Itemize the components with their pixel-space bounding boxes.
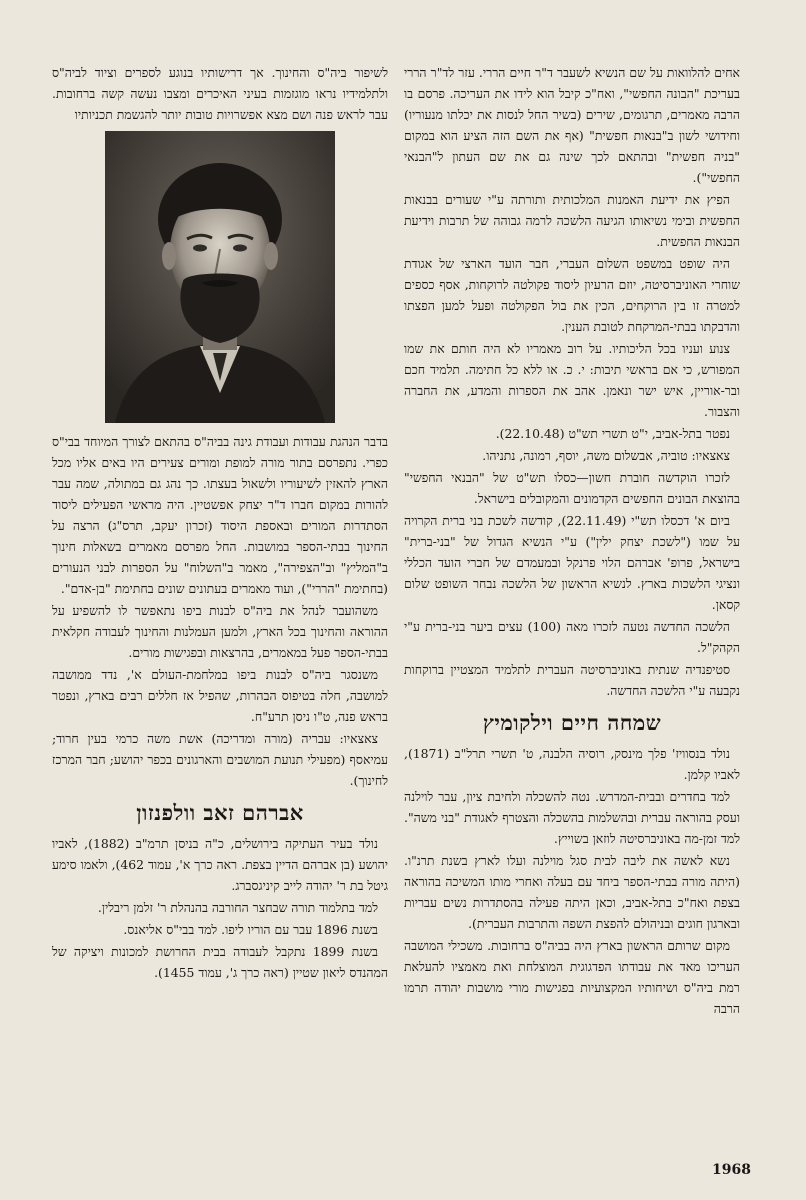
paragraph: לשיפור ביה"ס והחינוך. אך דרישותיו בנוגע לספרים וציוד לביה"ס ולתלמידיו נראו מוגזמות בעיני האיכרים ומצבו נעשה קשה ברחובות. עבר לראש פנה ושם מצא אפשרויות טובות יותר להגשמת תכניותיו [52,65,388,122]
bio-paragraph: למד בתלמוד תורה שבחצר החורבה בהנהלת ר' זלמן ריבלין. [97,900,378,915]
portrait-image [105,131,335,423]
paragraph: אחים להלוואות על שם הנשיא לשעבר ד"ר חיים הררי. עזר לד"ר הררי בעריכת "הבונה החפשי", ואח"כ קיבל הוא לידו את העריכה. פרסם בו הרבה מאמרים, תרגומים, שירים (בשיר החל לנסות את יכלתו מנעוריו) וחידושי לשון ב"בנאות חפשית" (אף את השם הזה הציע הוא במקום "בניה חפשית" ובהתאם לכך שינה גם את שם העתון ל"הבנאי החפשי"). [404,65,740,185]
bio-paragraph: בשנת 1899 נתקבל לעבודה בבית החרושת למכונות ויציקה של המהנדס ליאון שטיין (ראה כרך ג', עמוד 1455). [52,944,388,980]
bio-paragraph: מקום שרותם הראשון בארץ היה בביה"ס ברחובות. משכילי המושבה העריכו מאד את עבודתו הפדגוגית המוצלחת ואת מאמציו להעלאת רמת ביה"ס ושיחותיו המקצועיות בפגישות מורי מושבות יהודה תרמו הרבה [404,938,740,1016]
bio-paragraph: למד בחדרים ובבית-המדרש. נטה להשכלה ולחיבת ציון, עבר לוילנה ועסק בהוראה עברית ובהשלמות בהשכלה והצטרף לאגודת "בני משה". למד זמן-מה באוניברסיטה לוזאן בשוייץ. [404,789,740,846]
portrait-photo [105,131,335,423]
paragraph: לזכרו הוקדשה חוברת חשון—כסלו תש"ט של "הבנאי החפשי" בהוצאת הבונים החפשים הקדמונים והמקובלים בישראל. [404,470,740,506]
paragraph: נפטר בתל-אביב, י"ט תשרי תש"ט (22.10.48). [495,426,730,441]
left-column [52,62,388,984]
paragraph: משנסגר ביה"ס לבנות ביפו במלחמת-העולם א', נדד ממושבה למושבה, חלה בטיפוס הבהרות, שהפיל אז חללים רבים בארץ, ונפטר בראש פנה, ט"ו ניסן תרע"ח. [52,667,388,724]
page-number: 1968 [712,1162,751,1178]
paragraph: סטיפנדיה שנתית באוניברסיטה העברית לתלמיד המצטיין ברוקחות נקבעה ע"י הלשכה החדשה. [404,662,740,698]
bio-paragraph: נשא לאשה את ליבה לבית סגל מוילנה ועלו לארץ בשנת תרנ"ו. (היתה מורה בבתי-הספר ביחד עם בעלה ואחרי מותו המשיכה בהוראה בצפת ואח"כ בתל-אביב, וכאן היתה פעילה בהסתדרות נשים עבריות ובארגון חוגים ובניהולם להפצת השפה והתרבות העברית). [404,853,740,931]
paragraph: צאצאיו: עבריה (מורה ומדריכה) אשת משה כרמי בעין חרוד; עמיאסף (מפעילי תנועת המושבים והארגונים בכפר יהושע; חבר המרכז לחינוך). [52,731,388,788]
bio-paragraph: נולד בעיר העתיקה בירושלים, כ"ה בניסן תרמ"ב (1882), לאביו יהושע (בן אברהם הדיין בצפת. ראה כרך א', עמוד 462), ולאמו סימע גיטל בת ר' יהודה לייב קיניגסברג. [52,836,388,893]
paragraph: היה שופט במשפט השלום העברי, חבר הועד הארצי של אגודת שוחרי האוניברסיטה, יוזם הרעיון ליסוד פקולטה לרוקחות, אסף כספים למטרה זו בין הרוקחים, הכין את בול הפקולטה ופעל למען הפצתו והדבקתו בבתי-המרקחת לטובת הענין. [404,256,740,334]
paragraph: משהועבר לנהל את ביה"ס לבנות ביפו נתאפשר לו להשפיע על ההוראה והחינוך בכל הארץ, ולמען העמלנות והחינוך לעבודה חקלאית בבתי-הספר פעל במאמרים, בהרצאות ובפגישות מורים. [52,603,388,660]
section-heading: אברהם זאב וולפנזון [136,800,304,825]
paragraph: צנוע ועניו בכל הליכותיו. על רוב מאמריו לא היה חותם את שמו המפורש, כי אם בראשי תיבות: י. כ. או ללא כל חתימה. תלמיד חכם ובר-אוריין, איש ישר ונאמן. אהב את הספרות והמדע, את החברה והצבור. [404,341,740,419]
paragraph: בדבר הנהגת עבודות ועבודת גינה בביה"ס בהתאם לצורך המיוחד בבי"ס כפרי. נתפרסם בתור מורה למופת ומורים צעירים היו באים אליו מכל הארץ להאזין לשיעוריו ולשאול בעצתו. כך נהג גם במתולה, שמה עבר להורות במקום חברו ד"ר יצחק אפשטיין. היה מראשי הפעילים ליסוד הסתדרות המורים ובאספת היסוד (זכרון יעקב, תרס"ג) הרצה על החינוך בבתי-הספר במושבות. החל מפרסם מאמרים בשאלות חינוך ב"המליץ" וב"הצפירה", מאמר ב"השלוח" על הספרות לבני הנעורים (בחתימת "הררי"), ועוד מאמרים בעתונים שונים בחתימת "בן-אדם". [52,434,388,596]
paragraph: הפיץ את ידיעת האמנות המלכותית ותורתה ע"י שעורים בבנאות החפשית ובימי נשיאותו הגיעה הלשכה לרמה גבוהה של תרבות וידיעת הבנאות החפשית. [404,192,740,249]
right-column [404,62,740,1020]
bio-paragraph: בשנת 1896 עבר עם הוריו ליפו. למד בבי"ס אליאנס. [123,922,378,937]
bio-paragraph: נולד בנסוויז' פלך מינסק, רוסיה הלבנה, ט' תשרי תרל"ב (1871), לאביו קלמן. [404,746,740,782]
section-heading: שמחה חיים וילקומיץ [482,710,662,735]
paragraph: הלשכה החדשה נטעה לזכרו מאה (100) עצים ביער בני-ברית ע"י הקהק"ל. [404,619,740,655]
paragraph: ביום א' דכסלו תש"י (22.11.49), קודשה לשכת בני ברית הקרויה על שמו ("לשכת יצחק ילין") ע"י הנשיא הגדול של "בני-ברית" בישראל, פרופ' אברהם הלוי פרנקל ובמעמדם של חברי הועד הכללי ונציגי הלשכות בארץ. לנשיא הראשון של הלשכה נבחר השופט שלום קסאן. [404,513,740,612]
paragraph: צאצאיו: טוביה, אבשלום משה, יוסף, רמונה, נתניהו. [482,448,730,463]
